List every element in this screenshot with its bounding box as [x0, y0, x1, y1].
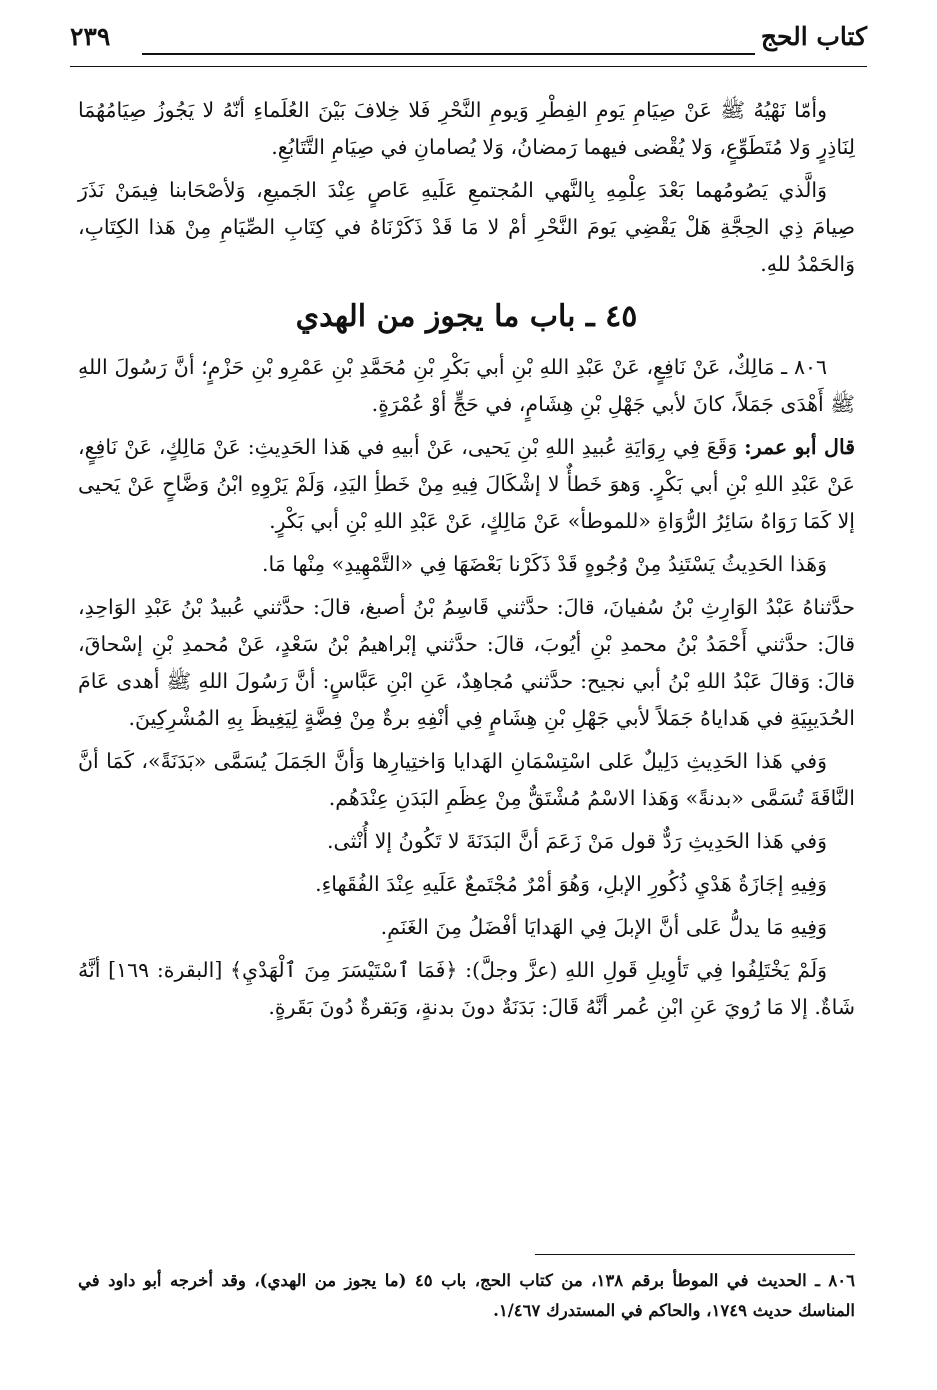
paragraph-male-camels: وَفِيهِ إجَازَةُ هَدْيِ ذُكُورِ الإبلِ، وَهُوَ أمْرٌ مُجْتَمعٌ عَلَيهِ عِنْدَ الفُقَهاءِ. — [315, 872, 827, 896]
footnote-divider — [535, 1254, 855, 1255]
main-text — [78, 92, 855, 1032]
footnote-text: ٨٠٦ ـ الحديث في الموطأ برقم ١٣٨، من كتاب الحج، باب ٤٥ (ما يجوز من الهدي)، وقد أخرجه أبو داود في المناسك حديث ١٧٤٩، والحاكم في المستدرك ١/٤٦٧. — [78, 1271, 856, 1320]
header-rule — [142, 53, 755, 55]
abu-umar-label: قال أبو عمر: — [744, 435, 855, 459]
header-divider — [70, 66, 867, 67]
paragraph-evidence: وَفي هَذا الحَدِيثِ دَلِيلٌ عَلى اسْتِسْمَانِ الهَدايا وَاختِيارِها وَأنَّ الجَمَلَ يُسَمَّى «بَدَنَةً»، كَمَا أنَّ النَّاقَةَ تُسَمَّى «بدنةً» وَهَذا الاسْمُ مُشْتَقٌّ مِنْ عِظَمِ البَدَنِ عِنْدَهُم. — [78, 749, 855, 810]
abu-umar-text: وَقَعَ فِي رِوَايَةِ عُبيدِ اللهِ بْنِ يَحيى، عَنْ أبيهِ في هَذا الحَدِيثِ: عَنْ مَالِكٍ، عَنْ نَافِعٍ، عَنْ عَبْدِ اللهِ بْنِ أبي بَكْرٍ. وَهوَ خَطأٌ لا إشْكَالَ فِيهِ مِنْ خَطأِ اليَدِ، وَلَمْ يَرْوِهِ ابْنُ وَضَّاحٍ عَنْ يَحيى إلا كَمَا رَوَاهُ سَائِرُ الرُّوَاةِ «للموطأ» عَنْ مَالِكٍ، عَنْ عَبْدِ اللهِ بْنِ أبي بَكْرٍ. — [78, 435, 855, 533]
running-header — [70, 22, 867, 62]
paragraph-isnad: حدَّثناهُ عَبْدُ الوَارِثِ بْنُ سُفيانَ، قالَ: حدَّثني قَاسِمُ بْنُ أصبغ، قالَ: حدَّثني عُبيدُ بْنُ عَبْدِ الوَاحِدِ، قالَ: حدَّثني أَحْمَدُ بْنُ محمدِ بْنِ أيُوبَ، قالَ: حدَّثني إبْراهيمُ بْنُ سَعْدٍ، عَنْ مُحمدِ بْنِ إسْحاقَ، قالَ: وَقالَ عَبْدُ اللهِ بْنُ أبي نجيح: حدَّثني مُجاهِدٌ، عَنِ ابْنِ عَبَّاسٍ: أنَّ رَسُولَ اللهِ ﷺ أهدى عَامَ الحُدَيبِيَةِ في هَداياهُ جَمَلاً لأبي جَهْلِ بْنِ هِشَامٍ فِي أنْفِهِ برةٌ مِنْ فِضَّةٍ لِيَغِيظَ بِهِ المُشْرِكِينَ. — [78, 595, 855, 730]
paragraph-camels-better: وَفِيهِ مَا يدلُّ عَلى أنَّ الإبلَ فِي الهَدايَا أفْضَلُ مِنَ الغَنَمِ. — [380, 915, 827, 939]
paragraph-abu-umar — [78, 429, 855, 540]
page-number: ٢٣٩ — [70, 22, 111, 51]
footnote — [78, 1266, 855, 1326]
paragraph-quran-interpretation: وَلَمْ يَخْتَلِفُوا فِي تَأوِيلِ قَولِ اللهِ (عزَّ وجلَّ): ﴿فَمَا ٱسْتَيْسَرَ مِنَ ٱلْهَدْيِ﴾ [البقرة: ١٦٩] أنَّهُ شَاةٌ. إلا مَا رُويَ عَنِ ابْنِ عُمر أنَّهُ قَالَ: بَدَنَةٌ دونَ بدنةٍ، وَبَقرةٌ دُونَ بَقَرةٍ. — [78, 958, 855, 1019]
paragraph-refutation: وَفي هَذا الحَدِيثِ رَدٌّ قول مَنْ زَعَمَ أنَّ البَدَنَةَ لا تَكُونُ إلا أُنْثى. — [327, 829, 827, 853]
hadith-806: ٨٠٦ ـ مَالِكٌ، عَنْ نَافِعٍ، عَنْ عَبْدِ اللهِ بْنِ أبي بَكْرِ بْنِ مُحَمَّدِ بْنِ عَمْرِو بْنِ حَزْمٍ؛ أنَّ رَسُولَ اللهِ ﷺ أَهْدَى جَمَلاً، كانَ لأبي جَهْلِ بْنِ هِشَامٍ، في حَجٍّ أوْ عُمْرَةٍ. — [78, 355, 855, 416]
paragraph-fasting-prohibition: وأمّا نَهْيُهُ ﷺ عَنْ صِيَامِ يَومِ الفِطْرِ وَيومِ النَّحْرِ فَلا خِلافَ بَيْنَ العُلَماءِ أنّهُ لا يَجُوزُ صِيَامُهُمَا لِنَاذِرٍ وَلا مُتَطَوِّعٍ، وَلا يُقْضى فيهما رَمضانُ، وَلا يُصامانِ في صِيَامِ التَّتَابُعِ. — [78, 98, 855, 159]
paragraph-fasting-ruling: وَالَّذي يَصُومُهما بَعْدَ عِلْمِهِ بِالنَّهي المُجتمعِ عَلَيهِ عَاصٍ عِنْدَ الجَميعِ، وَلأصْحَابنا فِيمَنْ نَذَرَ صِيامَ ذِي الحِجَّةِ هَلْ يَقْضِي يَومَ النَّحْرِ أمْ لا مَا قَدْ ذَكَرْنَاهُ في كِتَابِ الصِّيَامِ مِنْ هَذا الكِتَابِ، وَالحَمْدُ للهِ. — [78, 178, 855, 276]
paragraph-chains: وَهَذا الحَدِيثُ يَسْتَنِدُ مِنْ وُجُوهٍ قَدْ ذَكَرْنا بَعْضَهَا فِي «التَّمْهِيدِ» مِنْها مَا. — [262, 552, 827, 576]
header-book-title: كتاب الحج — [760, 22, 867, 51]
section-title: ٤٥ ـ باب ما يجوز من الهدي — [295, 299, 638, 334]
